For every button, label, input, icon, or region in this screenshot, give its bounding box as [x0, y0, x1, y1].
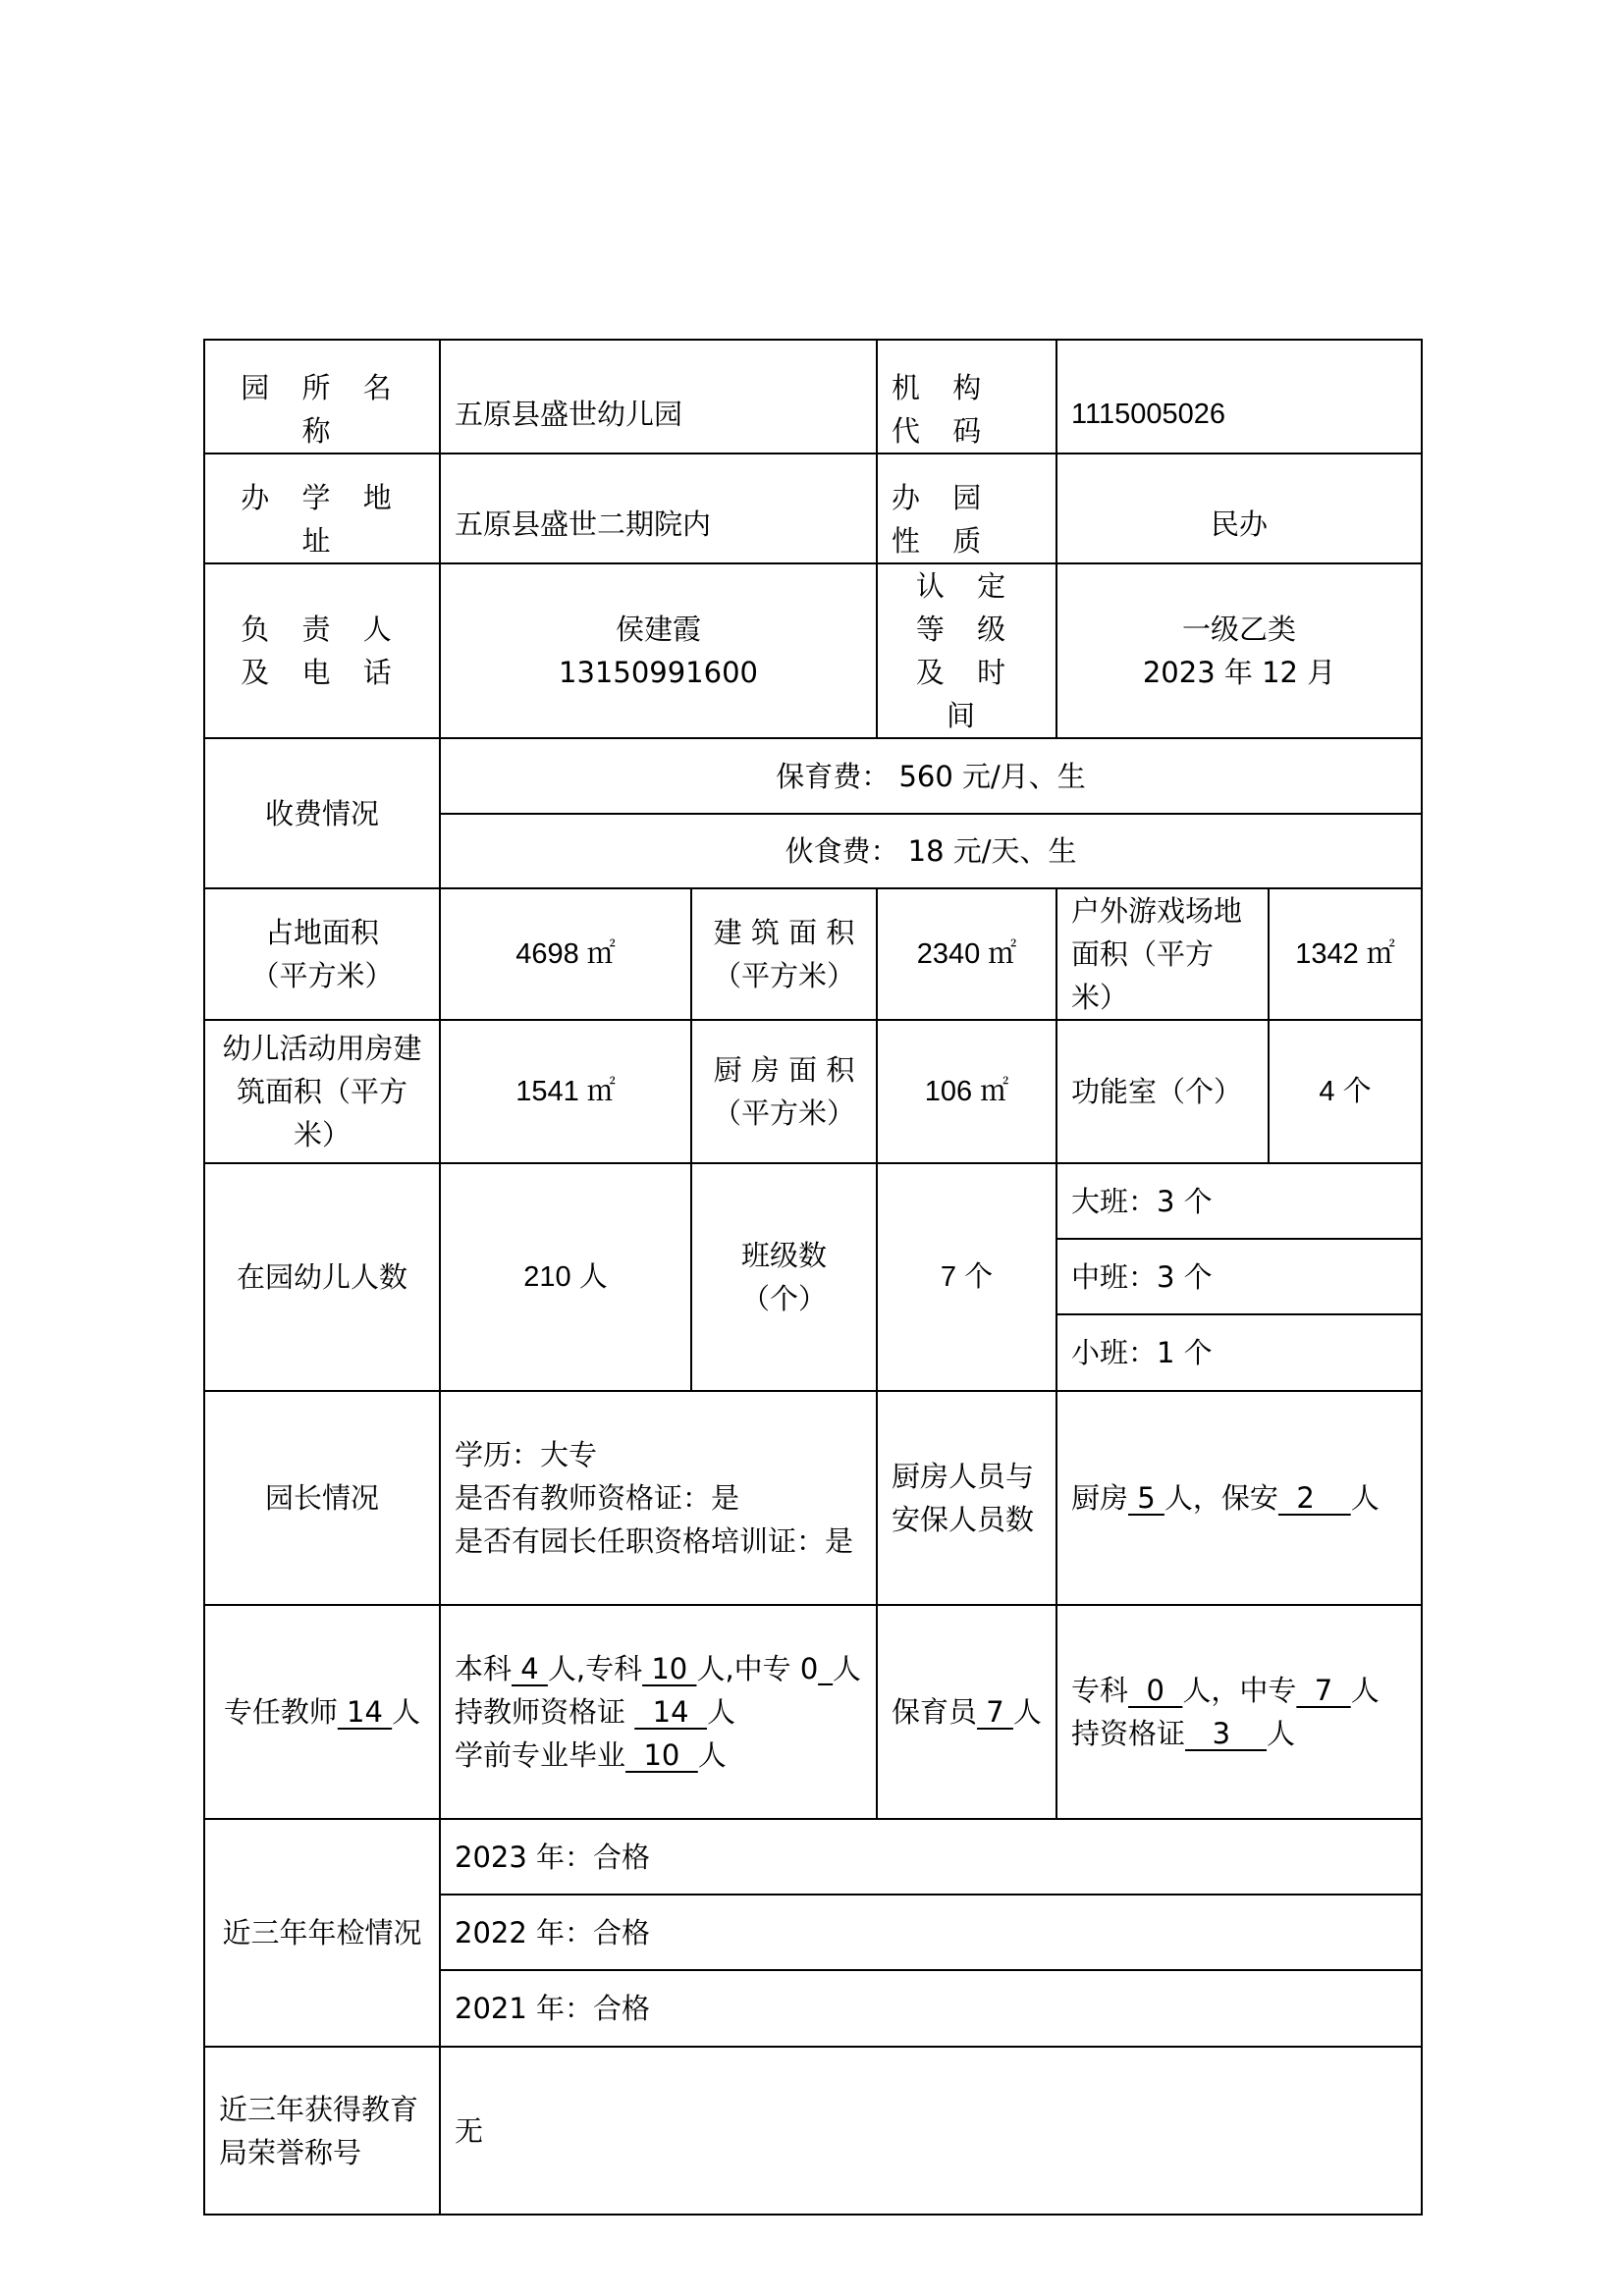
nature-value: 民办 — [1056, 454, 1422, 563]
kindergarten-info-form — [203, 339, 1421, 2216]
principal-details — [440, 1391, 877, 1605]
nurse-details — [1056, 1605, 1422, 1819]
name-value: 五原县盛世幼儿园 — [440, 340, 877, 454]
teachers-degrees: 本科 4 人,专科 10 人,中专 0_人 — [455, 1652, 861, 1685]
rating-label: 认 定 等 级 及 时 间 — [877, 563, 1056, 738]
row-rooms — [204, 1020, 1422, 1163]
row-fee-childcare — [204, 738, 1422, 814]
building-area-value: 2340 ㎡ — [877, 888, 1056, 1020]
fee-meals: 伙食费： 18 元/天、生 — [440, 814, 1422, 888]
principal-education: 学历：大专 — [455, 1438, 598, 1471]
rating-value — [1056, 563, 1422, 738]
principal-teacher-cert: 是否有教师资格证：是 — [455, 1481, 740, 1515]
row-enrollment-big — [204, 1163, 1422, 1239]
fees-label: 收费情况 — [204, 738, 440, 888]
row-inspection-2023 — [204, 1819, 1422, 1895]
activity-area-value: 1541 ㎡ — [440, 1020, 691, 1163]
row-teachers — [204, 1605, 1422, 1819]
middle-class: 中班：3 个 — [1056, 1239, 1422, 1314]
teachers-cert: 持教师资格证 14 人 — [455, 1695, 736, 1729]
small-class: 小班：1 个 — [1056, 1314, 1422, 1391]
rating-level: 一级乙类 — [1182, 613, 1297, 646]
kitchen-area-value: 106 ㎡ — [877, 1020, 1056, 1163]
inspection-2022: 2022 年：合格 — [440, 1895, 1422, 1970]
principal-label: 园长情况 — [204, 1391, 440, 1605]
outdoor-area-value: 1342 ㎡ — [1269, 888, 1422, 1020]
honors-label: 近三年获得教育 局荣誉称号 — [204, 2047, 440, 2215]
address-value: 五原县盛世二期院内 — [440, 454, 877, 563]
enrollment-value: 210 人 — [440, 1163, 691, 1391]
nurse-label: 保育员 7 人 — [877, 1605, 1056, 1819]
teachers-label: 专任教师 14 人 — [204, 1605, 440, 1819]
head-value — [440, 563, 877, 738]
row-principal — [204, 1391, 1422, 1605]
teachers-details — [440, 1605, 877, 1819]
code-label: 机 构 代 码 — [877, 340, 1056, 454]
head-name: 侯建霞 — [616, 613, 702, 646]
inspection-2021: 2021 年：合格 — [440, 1970, 1422, 2047]
head-phone: 13150991600 — [559, 656, 758, 689]
code-value: 1115005026 — [1056, 340, 1422, 454]
name-label: 园 所 名 称 — [204, 340, 440, 454]
outdoor-area-label: 户外游戏场地 面积（平方米） — [1056, 888, 1269, 1020]
nature-label: 办 园 性 质 — [877, 454, 1056, 563]
inspection-label: 近三年年检情况 — [204, 1819, 440, 2047]
nurse-degrees: 专科 0 人，中专 7 人 — [1071, 1674, 1380, 1707]
row-honors — [204, 2047, 1422, 2215]
land-area-label: 占地面积 （平方米） — [204, 888, 440, 1020]
activity-area-label: 幼儿活动用房建 筑面积（平方米） — [204, 1020, 440, 1163]
enrollment-label: 在园幼儿人数 — [204, 1163, 440, 1391]
fee-childcare: 保育费： 560 元/月、生 — [440, 738, 1422, 814]
function-room-value: 4 个 — [1269, 1020, 1422, 1163]
head-label: 负 责 人 及 电 话 — [204, 563, 440, 738]
land-area-value: 4698 ㎡ — [440, 888, 691, 1020]
principal-training-cert: 是否有园长任职资格培训证：是 — [455, 1524, 854, 1558]
info-table — [203, 339, 1423, 2216]
nurse-cert: 持资格证 3 人 — [1071, 1717, 1296, 1750]
staff-label: 厨房人员与 安保人员数 — [877, 1391, 1056, 1605]
honors-value: 无 — [440, 2047, 1422, 2215]
kitchen-area-label: 厨 房 面 积 （平方米） — [691, 1020, 877, 1163]
building-area-label: 建 筑 面 积 （平方米） — [691, 888, 877, 1020]
big-class: 大班：3 个 — [1056, 1163, 1422, 1239]
row-name — [204, 340, 1422, 454]
address-label: 办 学 地 址 — [204, 454, 440, 563]
staff-value: 厨房 5 人，保安 2 人 — [1056, 1391, 1422, 1605]
inspection-2023: 2023 年：合格 — [440, 1819, 1422, 1895]
row-head — [204, 563, 1422, 738]
classes-label: 班级数（个） — [691, 1163, 877, 1391]
row-area — [204, 888, 1422, 1020]
rating-date: 2023 年 12 月 — [1142, 656, 1336, 689]
classes-value: 7 个 — [877, 1163, 1056, 1391]
teachers-preschool: 学前专业毕业 10 人 — [455, 1738, 727, 1772]
row-address — [204, 454, 1422, 563]
function-room-label: 功能室（个） — [1056, 1020, 1269, 1163]
